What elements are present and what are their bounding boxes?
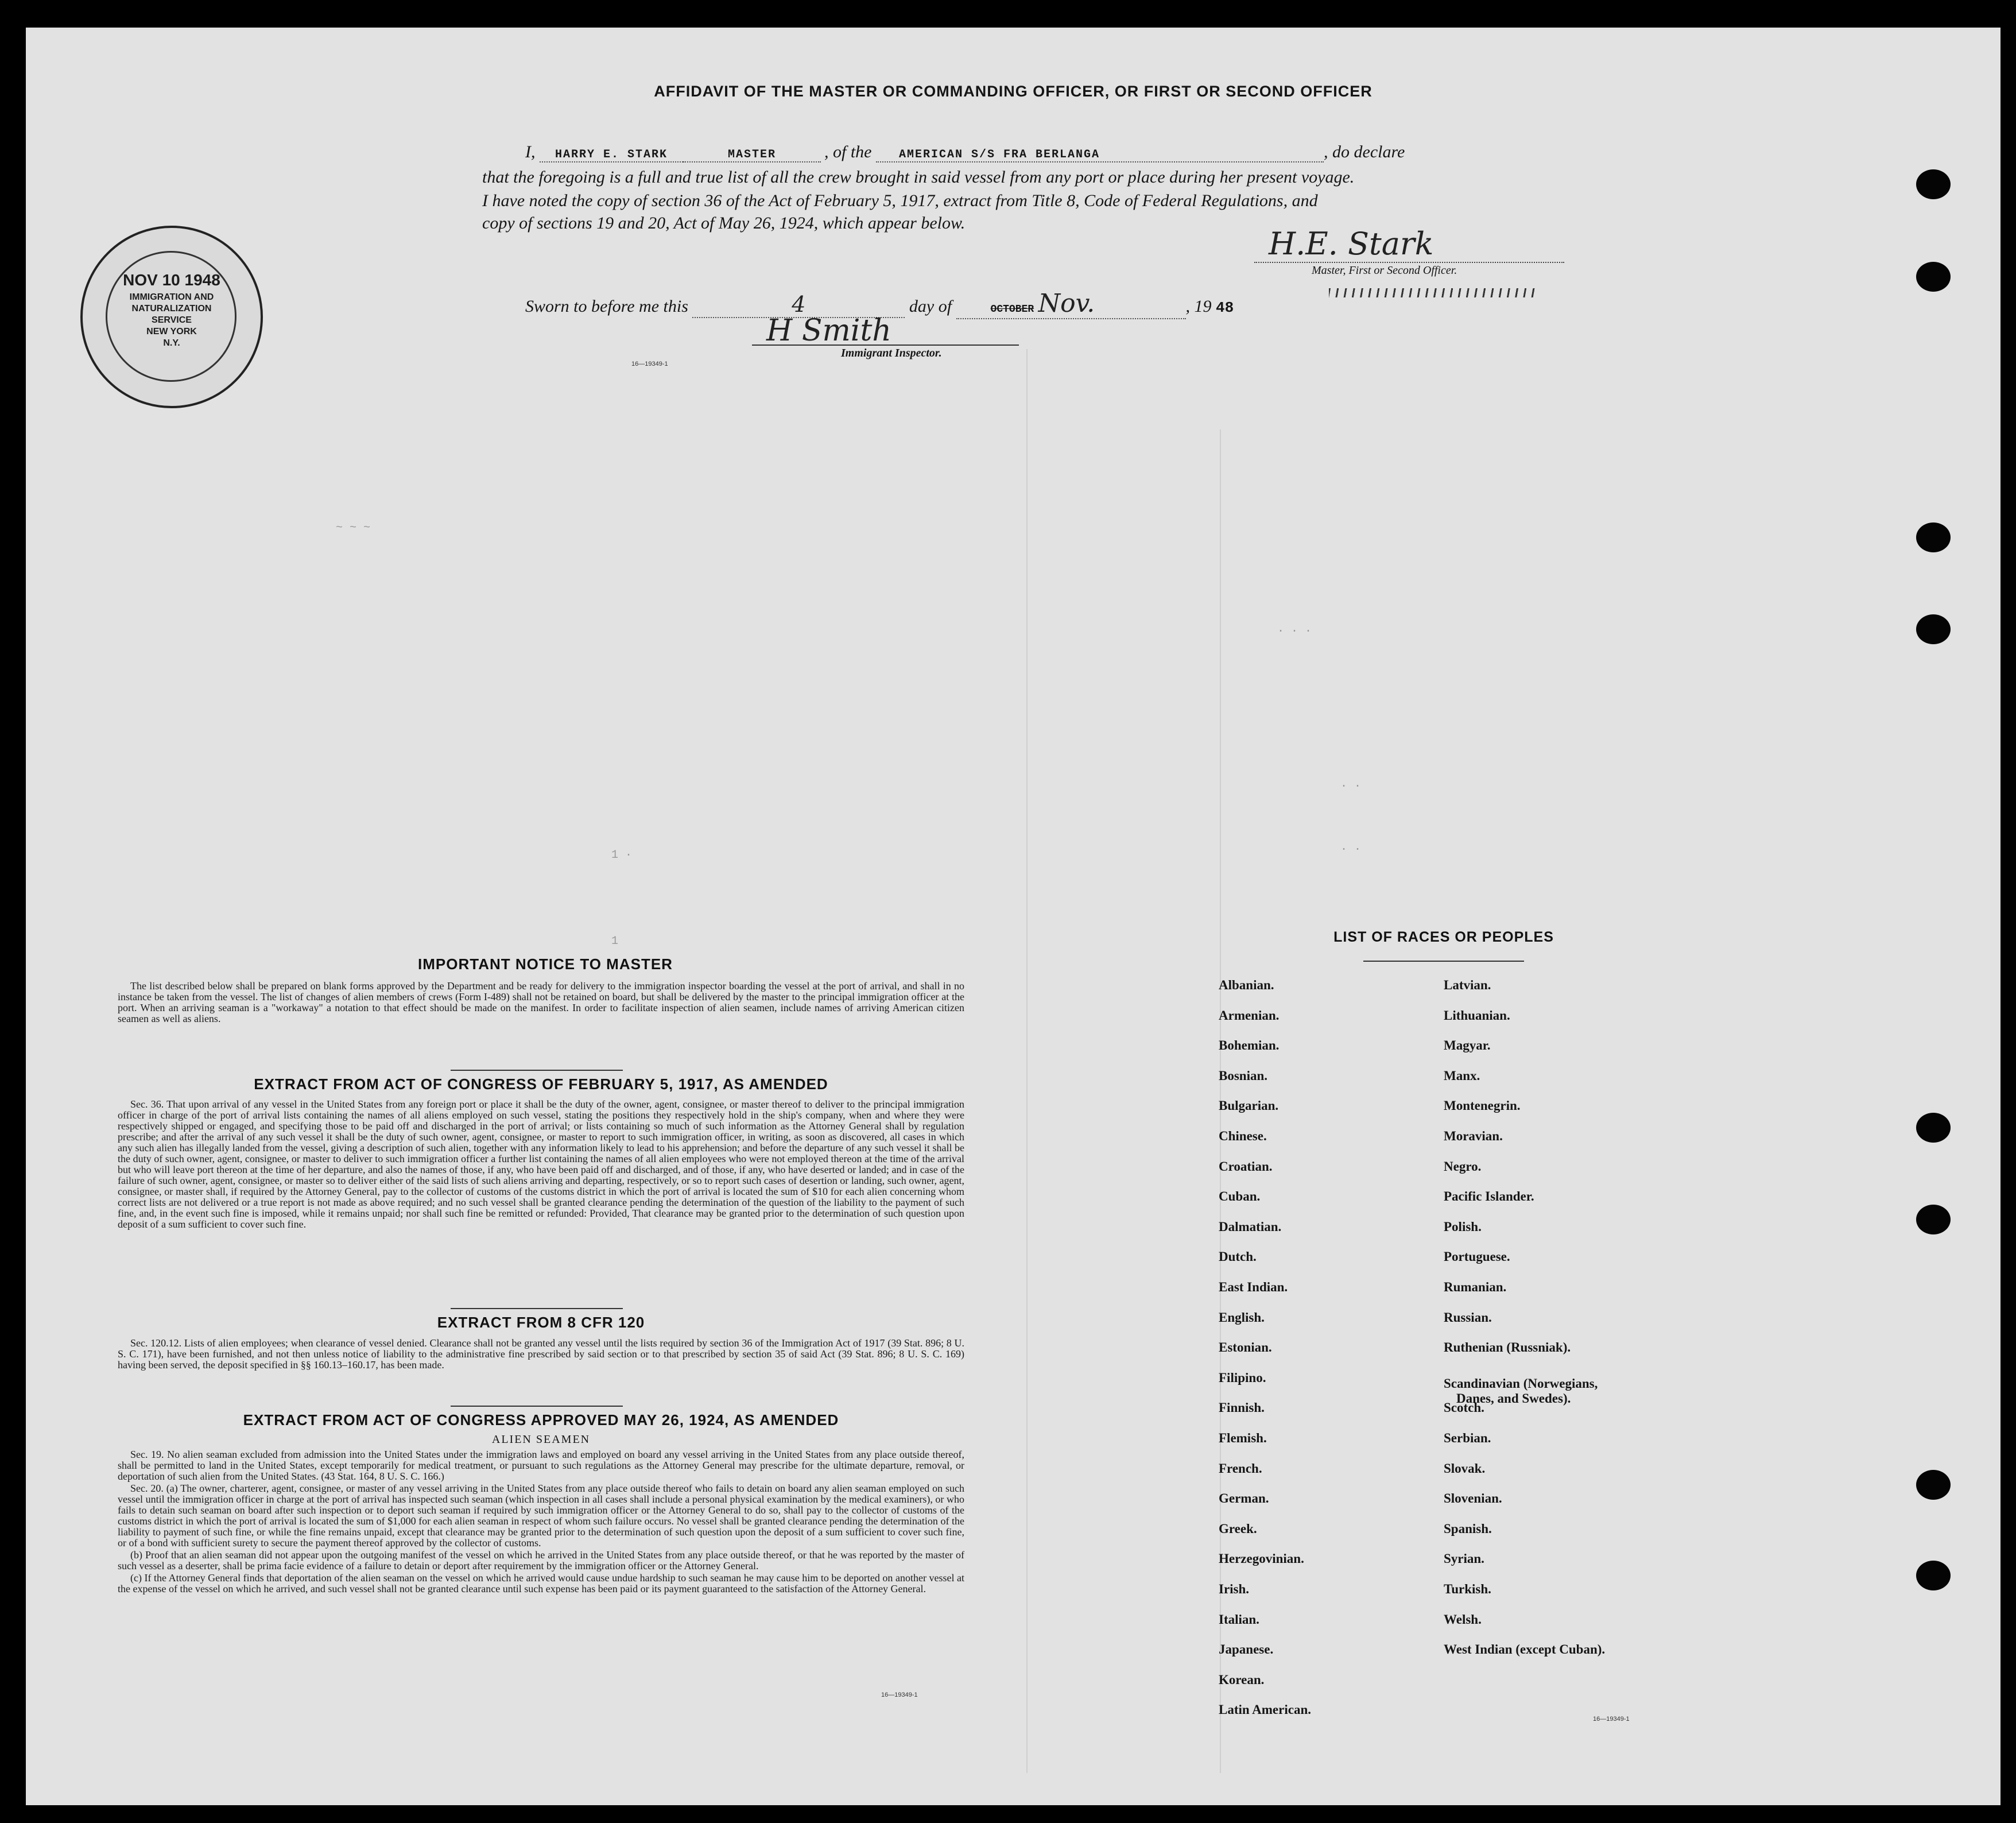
race-item: Ruthenian (Russniak). <box>1444 1340 1571 1354</box>
binder-hole <box>1916 1205 1951 1234</box>
binder-hole <box>1916 1470 1951 1500</box>
affidavit-form-number: 16—19349-1 <box>631 361 668 367</box>
sworn-year: 48 <box>1216 299 1234 316</box>
extract-cfr-text <box>118 1338 964 1372</box>
notice-heading: IMPORTANT NOTICE TO MASTER <box>418 955 673 973</box>
stamp-line-2: NATURALIZATION <box>131 304 212 313</box>
inspector-line <box>752 345 1019 346</box>
signature-line <box>1254 262 1564 263</box>
race-item: Chinese. <box>1219 1129 1267 1143</box>
race-item: Manx. <box>1444 1069 1480 1083</box>
race-item: Spanish. <box>1444 1522 1492 1536</box>
races-form-number: 16—19349-1 <box>1593 1716 1630 1723</box>
race-item: German. <box>1219 1491 1269 1505</box>
race-item: Herzegovinian. <box>1219 1551 1304 1566</box>
race-item: Dutch. <box>1219 1249 1257 1264</box>
race-item: Syrian. <box>1444 1551 1484 1566</box>
stamp-line-5: N.Y. <box>163 338 180 348</box>
do-declare-text: , do declare <box>1324 142 1405 161</box>
binder-hole <box>1916 169 1951 199</box>
race-item: Russian. <box>1444 1310 1492 1325</box>
sworn-month <box>956 289 1186 319</box>
extract-1917-heading: EXTRACT FROM ACT OF CONGRESS OF FEBRUARY 5, 1917, AS AMENDED <box>254 1075 828 1093</box>
section-20c-paragraph: (c) If the Attorney General finds that deportation of the alien seaman on the vessel on which he arrived would cause undue hardship to such seaman he may cause him to be deported on another vessel at the expense of the vessel on which he arrived, and such vessel shall not be granted clearance until such expense has been paid or its payment guaranteed to the satisfaction of the Attorney General. <box>118 1572 964 1594</box>
stamp-line-3: SERVICE <box>152 315 192 325</box>
race-item: Croatian. <box>1219 1159 1273 1174</box>
struck-month: OCTOBER <box>990 304 1034 315</box>
declaration-line-1 <box>525 142 1405 162</box>
extract-1917-text <box>118 1099 964 1231</box>
race-item: Scotch. <box>1444 1400 1484 1415</box>
race-item: Cuban. <box>1219 1189 1261 1203</box>
extract-1924-heading: EXTRACT FROM ACT OF CONGRESS APPROVED MAY 26, 1924, AS AMENDED <box>243 1411 839 1429</box>
race-item: Estonian. <box>1219 1340 1272 1354</box>
race-item: Danes, and Swedes). <box>1456 1391 1571 1406</box>
signature-caption: Master, First or Second Officer. <box>1312 264 1457 277</box>
race-item: Slovak. <box>1444 1461 1486 1476</box>
race-item: Bulgarian. <box>1219 1098 1279 1113</box>
race-item: Moravian. <box>1444 1129 1503 1143</box>
master-name: HARRY E. STARK <box>540 148 683 162</box>
race-item: Italian. <box>1219 1612 1259 1627</box>
notice-paragraph: The list described below shall be prepared on blank forms approved by the Department and be ready for delivery to the immigration inspector boarding the vessel at the port of arrival, and shall in no instance be taken from the vessel. The list of changes of alien members of crews (Form I-489) shall not be retained on board, but shall be delivered by the master to the principal immigration officer at the port. When an arriving seaman is a "workaway" a notation to that effect should be made on the manifest. In order to facilitate inspection of alien seamen, include names of arriving American citizen seamen as well as aliens. <box>118 980 964 1024</box>
bleed-mark: 1 <box>611 935 619 948</box>
stamp-line-1: IMMIGRATION AND <box>129 292 214 302</box>
notice-text <box>118 981 964 1025</box>
race-item: Bosnian. <box>1219 1069 1268 1083</box>
declaration-line-4: copy of sections 19 and 20, Act of May 26, 1924, which appear below. <box>482 214 966 233</box>
document-page <box>26 28 2001 1805</box>
inspector-signature: H Smith <box>766 313 891 348</box>
binder-hole <box>1916 1561 1951 1590</box>
race-item: Portuguese. <box>1444 1249 1510 1264</box>
race-item: French. <box>1219 1461 1262 1476</box>
section-20a-paragraph: Sec. 20. (a) The owner, charterer, agent, consignee, or master of any vessel arriving in the United States from any place outside thereof who fails to detain on board any alien seaman employed on such vessel until the immigration officer in charge at the port of arrival has inspected such seaman (which inspection in all cases shall include a personal physical examination by the medical examiners), or who fails to detain such seaman on board after such inspection or to deport such seaman if required by such immigration officer or the Attorney General to do so, shall pay to the collector of customs of the customs district in which the port of arrival is located the sum of $1,000 for each alien seaman in respect of whom such failure occurs. No vessel shall be granted clearance pending the determination of the liability to payment of such fine, or while the fine remains unpaid, except that clearance may be granted prior to the determination of such question upon the deposit of a sum sufficient to cover such fine, or of a bond with sufficient surety to secure the payment thereof approved by the collector of customs. <box>118 1483 964 1549</box>
section-20b-paragraph: (b) Proof that an alien seaman did not appear upon the outgoing manifest of the vessel on which he arrived in the United States from any place outside thereof, or that he was reported by the master of such vessel as a deserter, shall be prima facie evidence of a failure to detain or deport after requirement by the immigration officer or the Attorney General. <box>118 1549 964 1572</box>
race-item: Negro. <box>1444 1159 1482 1174</box>
race-item: Montenegrin. <box>1444 1098 1521 1113</box>
race-item: Greek. <box>1219 1522 1257 1536</box>
race-item: Dalmatian. <box>1219 1220 1282 1234</box>
master-signature: H.E. Stark <box>1269 226 1434 262</box>
race-item: Serbian. <box>1444 1431 1491 1445</box>
divider <box>451 1308 623 1309</box>
races-heading: LIST OF RACES OR PEOPLES <box>1333 929 1554 945</box>
binder-hole <box>1916 522 1951 552</box>
binder-hole <box>1916 262 1951 292</box>
divider <box>451 1070 623 1071</box>
bleed-mark: · · <box>1340 780 1362 793</box>
binder-hole <box>1916 1113 1951 1143</box>
inspector-caption: Immigrant Inspector. <box>841 347 942 359</box>
race-item: Japanese. <box>1219 1642 1274 1656</box>
bleed-mark: ~ ~ ~ <box>336 521 371 535</box>
sworn-day: 4 <box>692 292 905 318</box>
bleed-mark: · · <box>1340 843 1362 856</box>
bleed-mark: 1 · <box>611 849 633 862</box>
race-item: Korean. <box>1219 1673 1265 1687</box>
extract-cfr-heading: EXTRACT FROM 8 CFR 120 <box>437 1314 645 1331</box>
immigration-stamp <box>80 226 263 408</box>
race-item: Filipino. <box>1219 1371 1266 1385</box>
fold-line <box>1026 349 1028 1773</box>
declaration-line-3: I have noted the copy of section 36 of the Act of February 5, 1917, extract from Title 8, Code of Federal Regulations, and <box>482 191 1318 210</box>
race-item: English. <box>1219 1310 1265 1325</box>
bleed-mark: · · · <box>1277 625 1312 638</box>
divider <box>1363 961 1524 962</box>
binder-hole <box>1916 614 1951 644</box>
master-rank: MASTER <box>683 148 821 162</box>
race-item: Magyar. <box>1444 1038 1491 1052</box>
race-item: Irish. <box>1219 1582 1250 1596</box>
stamp-line-4: NEW YORK <box>146 327 197 336</box>
race-item: Flemish. <box>1219 1431 1267 1445</box>
race-item: East Indian. <box>1219 1280 1288 1294</box>
section-19-paragraph: Sec. 19. No alien seaman excluded from admission into the United States under the immigration laws and employed on board any vessel arriving in the United States from any place outside thereof, shall be permitted to land in the United States, except temporarily for medical treatment, or pursuant to such regulations as the Attorney General may prescribe for the ultimate departure, removal, or deportation of such alien from the United States. (43 Stat. 164, 8 U. S. C. 166.) <box>118 1449 964 1482</box>
day-of-label: day of <box>909 297 952 316</box>
race-item: Lithuanian. <box>1444 1008 1510 1023</box>
vessel-name: AMERICAN S/S FRA BERLANGA <box>876 148 1324 162</box>
race-item: Bohemian. <box>1219 1038 1280 1052</box>
declaration-line-2: that the foregoing is a full and true list of all the crew brought in said vessel from any port or place during her present voyage. <box>482 168 1355 187</box>
race-item: Armenian. <box>1219 1008 1280 1023</box>
extract-1924-text <box>118 1449 964 1596</box>
year-prefix: , 19 <box>1185 297 1212 316</box>
race-item: West Indian (except Cuban). <box>1444 1642 1606 1656</box>
sworn-label: Sworn to before me this <box>525 297 688 316</box>
of-the-text: , of the <box>824 142 872 161</box>
section-120-12-paragraph: Sec. 120.12. Lists of alien employees; when clearance of vessel denied. Clearance shall not be granted any vessel until the lists required by section 36 of the Immigration Act of 1917 (39 Stat. 896; 8 U. S. C. 171), have been furnished, and not then unless notice of liability to the administrative fine prescribed by said section or to that prescribed by section 35 of said Act (39 Stat. 896; 8 U. S. C. 169) having been served, the deposit specified in §§ 160.13–160.17, has been made. <box>118 1337 964 1371</box>
race-item: Slovenian. <box>1444 1491 1502 1505</box>
race-item: Albanian. <box>1219 978 1274 992</box>
race-item: Rumanian. <box>1444 1280 1507 1294</box>
section-36-paragraph: Sec. 36. That upon arrival of any vessel in the United States from any foreign port or place it shall be the duty of the owner, agent, consignee, or master thereof to deliver to the principal immigration officer in charge of the port of arrival lists containing the names of all aliens employed on such vessel, stating the positions they respectively hold in the ship's company, when and where they were respectively shipped or engaged, and specifying those to be paid off and discharged in the port of arrival; or lists containing so much of such information as the Attorney General shall by regulation prescribe; and after the arrival of any such vessel it shall be the duty of such owner, agent, consignee, or master to report to such immigration officer, in writing, as soon as discovered, all cases in which any such alien has illegally landed from the vessel, giving a description of such alien, together with any information likely to lead to his apprehension; and before the departure of any such vessel it shall be the duty of such owner, agent, consignee, or master to deliver to such immigration officer a further list containing the names of all alien employees who were not employed thereon at the time of the arrival but who will leave port thereon at the time of her departure, and also the names of those, if any, who have been paid off and discharged, and of those, if any, who have deserted or landed; and in case of the failure of such owner, agent, consignee, or master so to deliver either of the said lists of such aliens arriving and departing, respectively, or so to report such cases of desertion or landing, such owner, agent, consignee, or master shall, if required by the Attorney General, pay to the collector of customs of the customs district in which the port of arrival is located the sum of $10 for each alien concerning whom correct lists are not delivered or a true report is not made as above required; and no such vessel shall be granted clearance pending the determination of the question of the liability to the payment of such fine, and, in the event such fine is imposed, while it remains unpaid; nor shall such fine be remitted or refunded: Provided, That clearance may be granted prior to the determination of such question upon deposit of a sum sufficient to cover such fine. <box>118 1098 964 1230</box>
divider <box>451 1406 623 1407</box>
race-item: Polish. <box>1444 1220 1482 1234</box>
race-item: Scandinavian (Norwegians, <box>1444 1376 1598 1391</box>
stamp-date: NOV 10 1948 <box>123 271 220 289</box>
race-item: Latin American. <box>1219 1702 1311 1717</box>
crossed-out-marks <box>1329 288 1536 297</box>
affidavit-heading: AFFIDAVIT OF THE MASTER OR COMMANDING OFFICER, OR FIRST OR SECOND OFFICER <box>654 83 1373 100</box>
race-item: Latvian. <box>1444 978 1491 992</box>
extract-form-number: 16—19349-1 <box>881 1692 918 1698</box>
declaration-lead: I, <box>525 142 536 161</box>
race-item: Turkish. <box>1444 1582 1491 1596</box>
alien-seamen-subheading: ALIEN SEAMEN <box>491 1433 591 1446</box>
race-item: Pacific Islander. <box>1444 1189 1534 1203</box>
handwritten-month: Nov. <box>1038 289 1095 318</box>
race-item: Finnish. <box>1219 1400 1265 1415</box>
race-item: Welsh. <box>1444 1612 1482 1627</box>
